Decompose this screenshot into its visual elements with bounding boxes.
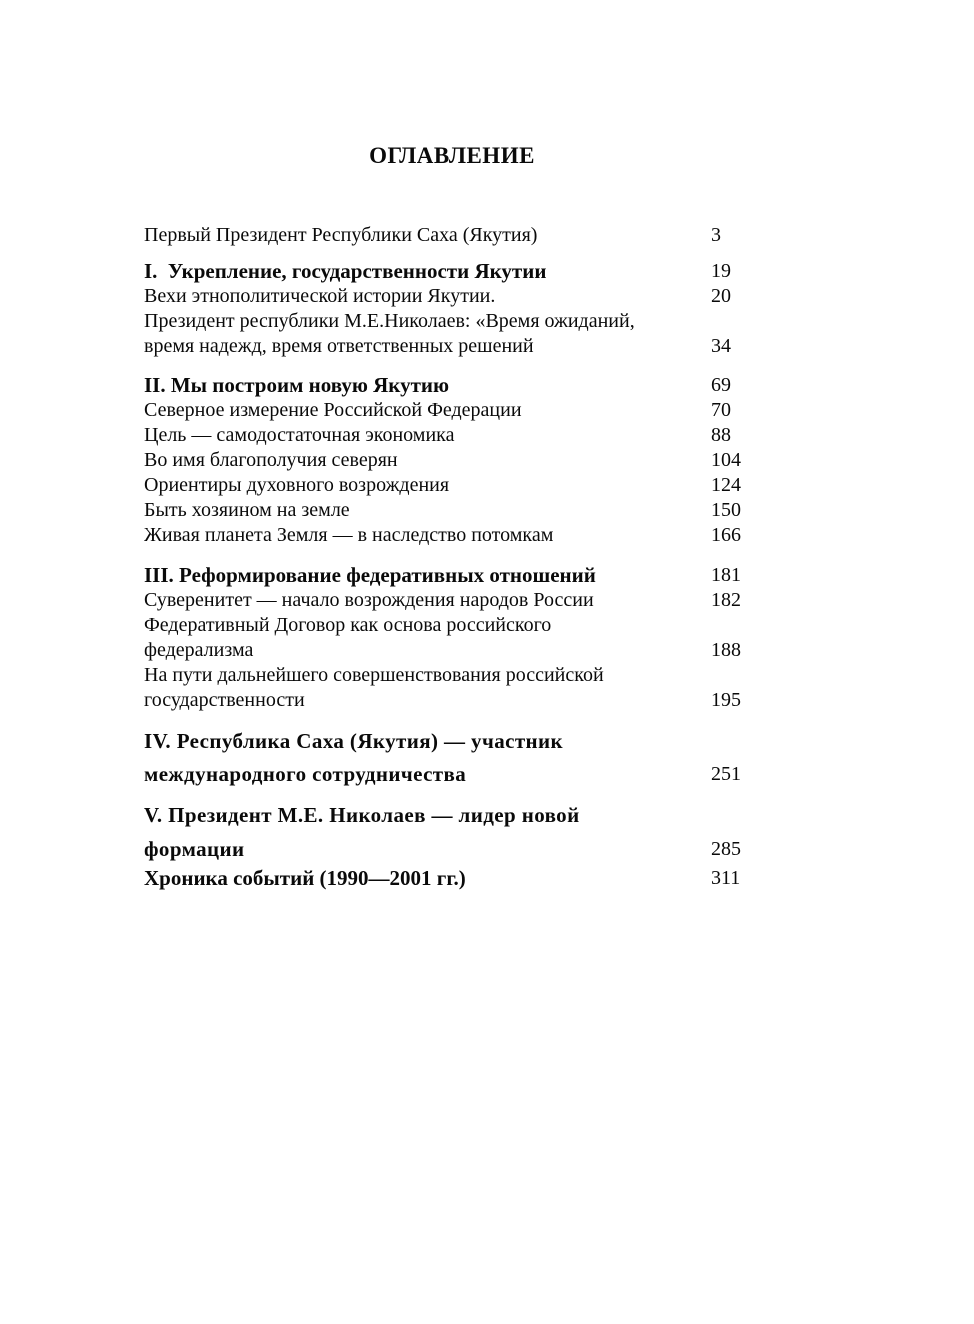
toc-entry-page: 88: [711, 424, 731, 446]
toc-row: [144, 866, 784, 891]
toc-entry-title: международного сотрудничества: [144, 762, 467, 786]
toc-entry-page: 195: [711, 689, 741, 711]
toc-row: [144, 223, 784, 248]
toc-entry-title: Северное измерение Российской Федерации: [144, 399, 522, 421]
toc-row: [144, 638, 784, 663]
toc-entry-page: 3: [711, 224, 721, 246]
toc-entry-page: 104: [711, 449, 741, 471]
toc-entry-title: I. Укрепление, государственности Якутии: [144, 259, 547, 283]
toc-entry-title: IV. Республика Саха (Якутия) — участник: [144, 729, 564, 753]
toc-entry-page: 70: [711, 399, 731, 421]
toc-entry-page: 182: [711, 589, 741, 611]
toc-entry-page: 20: [711, 285, 731, 307]
toc-entry-page: 19: [711, 260, 731, 282]
toc-row: [144, 423, 784, 448]
toc-entry-page: 181: [711, 564, 741, 586]
toc-entry-title: Первый Президент Республики Саха (Якутия): [144, 224, 538, 246]
toc-entry-page: 251: [711, 763, 741, 785]
page-title: ОГЛАВЛЕНИЕ: [369, 143, 535, 168]
toc-row: [144, 563, 784, 588]
toc-entry-title: формации: [144, 837, 245, 861]
toc-row: [144, 373, 784, 398]
toc-entry-title: Во имя благополучия северян: [144, 449, 398, 471]
toc-row: [144, 663, 784, 688]
toc-row: [144, 309, 784, 334]
toc-row: [144, 398, 784, 423]
toc-entry-title: Федеративный Договор как основа российского: [144, 614, 552, 636]
toc-entry-title: федерализма: [144, 639, 254, 661]
toc-entry-title: Цель — самодостаточная экономика: [144, 424, 455, 446]
toc-row: [144, 588, 784, 613]
toc-row: [144, 334, 784, 359]
toc-entry-title: Живая планета Земля — в наследство потомкам: [144, 524, 554, 546]
toc-entry-title: Ориентиры духовного возрождения: [144, 474, 450, 496]
toc-entry-page: 150: [711, 499, 741, 521]
toc-entry-title: Вехи этнополитической истории Якутии.: [144, 285, 496, 307]
toc-row: [144, 837, 784, 862]
toc-row: [144, 498, 784, 523]
table-of-contents: [144, 223, 784, 891]
toc-entry-title: время надежд, время ответственных решений: [144, 335, 534, 357]
toc-row: [144, 729, 784, 754]
toc-entry-title: III. Реформирование федеративных отношений: [144, 563, 596, 587]
toc-row: [144, 762, 784, 787]
toc-row: [144, 284, 784, 309]
toc-entry-page: 166: [711, 524, 741, 546]
toc-entry-page: 124: [711, 474, 741, 496]
toc-entry-page: 311: [711, 867, 741, 889]
toc-entry-title: Суверенитет — начало возрождения народов России: [144, 589, 594, 611]
toc-entry-title: государственности: [144, 689, 305, 711]
toc-row: [144, 448, 784, 473]
toc-entry-page: 188: [711, 639, 741, 661]
toc-row: [144, 803, 784, 828]
toc-entry-title: II. Мы построим новую Якутию: [144, 373, 450, 397]
toc-entry-title: Быть хозяином на земле: [144, 499, 350, 521]
toc-row: [144, 259, 784, 284]
toc-entry-page: 69: [711, 374, 731, 396]
toc-row: [144, 613, 784, 638]
toc-row: [144, 473, 784, 498]
toc-entry-page: 285: [711, 838, 741, 860]
toc-entry-title: Хроника событий (1990—2001 гг.): [144, 866, 466, 890]
toc-entry-page: 34: [711, 335, 731, 357]
toc-entry-title: Президент республики М.Е.Николаев: «Время ожиданий,: [144, 310, 635, 332]
toc-entry-title: На пути дальнейшего совершенствования российской: [144, 664, 604, 686]
toc-row: [144, 688, 784, 713]
toc-entry-title: V. Президент М.Е. Николаев — лидер новой: [144, 803, 580, 827]
toc-row: [144, 523, 784, 548]
